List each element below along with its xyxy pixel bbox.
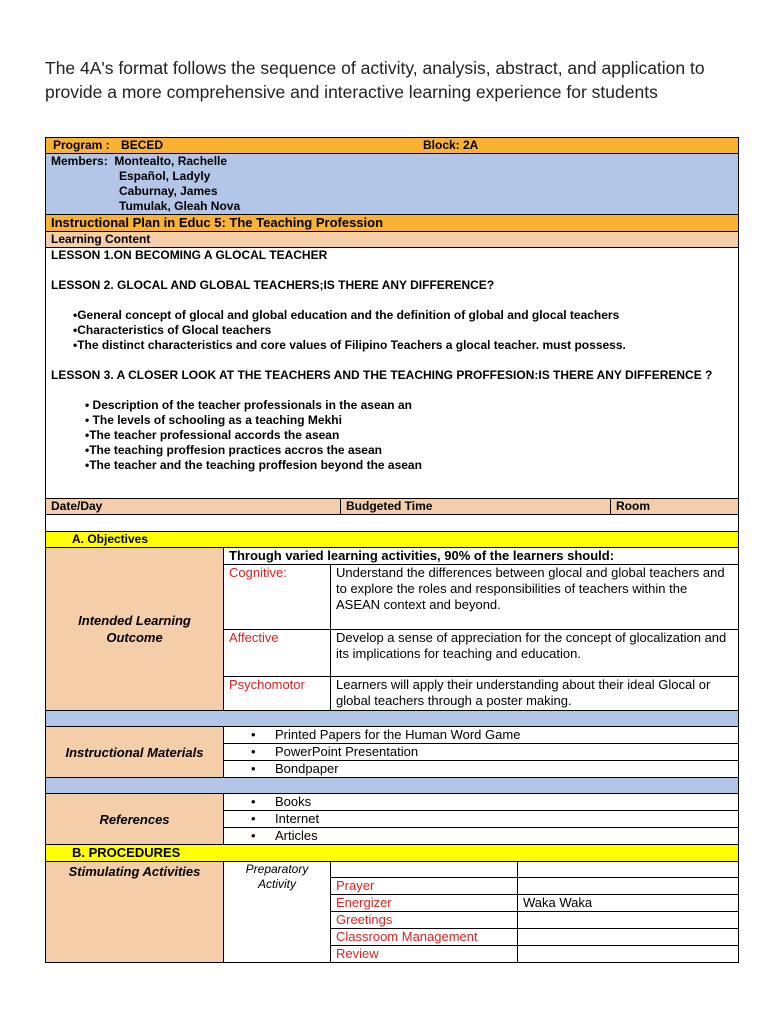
reference-item: • Internet xyxy=(224,811,738,827)
schedule-header-row xyxy=(46,499,739,515)
objectives-intro: Through varied learning activities, 90% of the learners should: xyxy=(224,548,739,565)
activity-energizer: Energizer xyxy=(331,895,518,912)
activity-review: Review xyxy=(331,946,518,963)
references-row xyxy=(46,794,739,811)
lesson-2-bullet: •Characteristics of Glocal teachers xyxy=(73,323,272,337)
program-label: Program : xyxy=(53,138,110,152)
psychomotor-text: Learners will apply their understanding about their ideal Glocal or global teachers through a poster making. xyxy=(331,677,739,711)
objectives-intro-row xyxy=(46,548,739,565)
budgeted-time-header: Budgeted Time xyxy=(341,499,611,515)
lesson-plan-table xyxy=(45,137,739,963)
date-day-header: Date/Day xyxy=(46,499,341,515)
program-value: BECED xyxy=(121,138,164,152)
lesson-3-bullet: •The teaching proffesion practices accros the asean xyxy=(85,443,382,457)
program-row xyxy=(46,138,739,154)
reference-item: • Books xyxy=(224,794,738,810)
affective-text: Develop a sense of appreciation for the concept of glocalization and its implications for teaching and education. xyxy=(331,630,739,677)
psychomotor-label: Psychomotor xyxy=(224,677,331,711)
procedure-row xyxy=(46,862,739,878)
learning-content-row xyxy=(46,248,739,499)
plan-title: Instructional Plan in Educ 5: The Teaching Profession xyxy=(46,215,739,232)
learning-content-label-row xyxy=(46,232,739,248)
procedures-heading-row xyxy=(46,845,739,862)
preparatory-activity-label: Preparatory Activity xyxy=(224,862,331,963)
cognitive-text: Understand the differences between glocal and global teachers and to explore the roles and responsibilities of teachers within the ASEAN context and beyond. xyxy=(331,565,739,630)
spacer-row xyxy=(46,711,739,727)
lesson-3-bullet: • Description of the teacher professionals in the asean an xyxy=(85,398,412,412)
affective-label: Affective xyxy=(224,630,331,677)
lesson-3-bullet: •The teacher and the teaching proffesion beyond the asean xyxy=(85,458,422,472)
lesson-1: LESSON 1.ON BECOMING A GLOCAL TEACHER xyxy=(51,248,328,262)
spacer-row xyxy=(46,778,739,794)
lesson-3-bullet: • The levels of schooling as a teaching Mekhi xyxy=(85,413,342,427)
material-item: • PowerPoint Presentation xyxy=(224,744,738,760)
room-header: Room xyxy=(611,499,739,515)
member-2: Español, Ladyly xyxy=(119,169,211,183)
intro-paragraph: The 4A's format follows the sequence of activity, analysis, abstract, and application to provide a more comprehensive and interactive learning experience for students xyxy=(45,58,705,102)
member-3: Caburnay, James xyxy=(119,184,218,198)
instructional-materials-label: Instructional Materials xyxy=(46,727,224,778)
materials-row xyxy=(46,727,739,744)
learning-content-label: Learning Content xyxy=(46,232,739,248)
objectives-heading: A. Objectives xyxy=(46,532,739,548)
lesson-2: LESSON 2. GLOCAL AND GLOBAL TEACHERS;IS THERE ANY DIFFERENCE? xyxy=(51,278,495,292)
lesson-2-bullet: •The distinct characteristics and core values of Filipino Teachers a glocal teacher. must possess. xyxy=(73,338,626,352)
lesson-2-bullet: •General concept of glocal and global education and the definition of global and glocal teachers xyxy=(73,308,620,322)
members-label: Members: xyxy=(51,154,108,168)
energizer-value: Waka Waka xyxy=(518,895,739,912)
references-label: References xyxy=(46,794,224,845)
block-label: Block: 2A xyxy=(423,138,479,152)
members-row xyxy=(46,154,739,215)
member-4: Tumulak, Gleah Nova xyxy=(119,199,241,213)
activity-prayer: Prayer xyxy=(331,878,518,895)
member-1: Montealto, Rachelle xyxy=(114,154,228,168)
activity-greetings: Greetings xyxy=(331,912,518,929)
material-item: • Bondpaper xyxy=(224,761,738,777)
procedures-heading: B. PROCEDURES xyxy=(46,845,739,862)
intended-learning-outcome-label: Intended Learning Outcome xyxy=(46,548,224,711)
material-item: • Printed Papers for the Human Word Game xyxy=(224,727,738,743)
lesson-3: LESSON 3. A CLOSER LOOK AT THE TEACHERS AND THE TEACHING PROFFESION:IS THERE ANY DIFFERENCE ? xyxy=(51,368,713,382)
activity-classroom-management: Classroom Management xyxy=(331,929,518,946)
cognitive-label: Cognitive: xyxy=(224,565,331,630)
reference-item: • Articles xyxy=(224,828,738,844)
schedule-blank-row xyxy=(46,515,739,532)
plan-title-row xyxy=(46,215,739,232)
lesson-3-bullet: •The teacher professional accords the asean xyxy=(85,428,340,442)
stimulating-activities-label: Stimulating Activities xyxy=(46,862,224,963)
objectives-heading-row xyxy=(46,532,739,548)
